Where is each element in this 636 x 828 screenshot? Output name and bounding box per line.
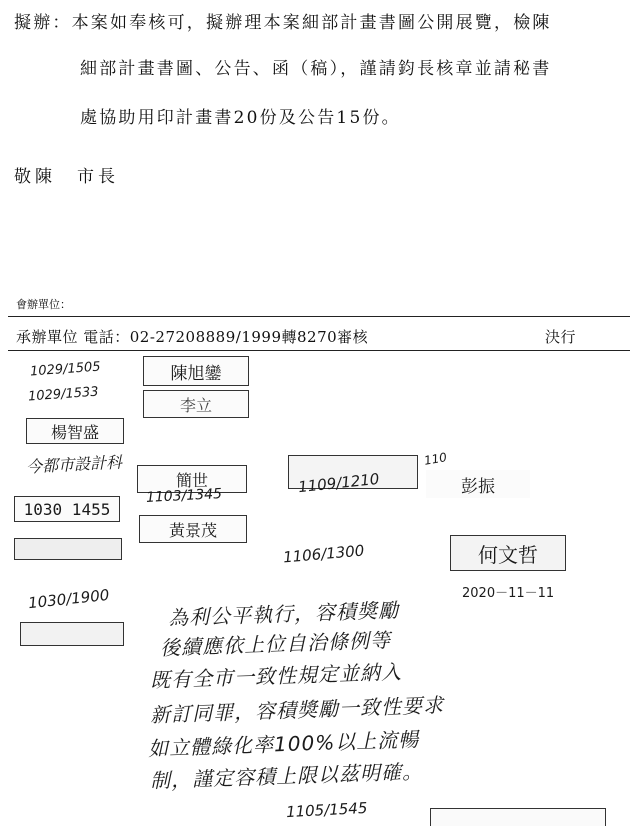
note-line-2: 後續應依上位自治條例等 [159,627,392,661]
host-unit-line: 承辦單位 電話：02-27208889/1999轉8270審核 [16,328,369,346]
handwritten-time-2: 1029/1533 [27,384,99,405]
stamp-time: 1030 1455 [23,499,111,519]
handwritten-agency: 今都市設計科 [25,452,123,477]
divider-bottom [8,350,630,351]
handwritten-time-5: 1106/1300 [282,541,366,567]
proposal-line-1: 擬辦：本案如奉核可，擬辦理本案細部計畫書圖公開展覽，檢陳 [14,13,552,33]
signature-stamp [139,515,247,543]
decision-label: 決行 [545,328,577,346]
divider-top [8,316,630,317]
signature-stamp [426,470,530,498]
cosign-label: 會辦單位： [16,298,71,311]
handwritten-time-10: 110 [422,450,448,468]
stamp-name: 楊智盛 [50,422,99,442]
time-stamp [14,496,120,522]
proposal-line-3: 處協助用印計畫書20份及公告15份。 [80,108,401,128]
proposal-line-2: 細部計畫書圖、公告、函（稿），謹請鈞長核章並請秘書 [80,59,552,79]
note-line-1: 為利公平執行，容積獎勵 [167,597,400,631]
handwritten-time-3: 1103/1345 [145,486,223,506]
stamp-name: 簡世 [175,470,208,490]
signature-stamp [143,356,249,386]
signature-stamp [14,538,122,560]
signature-stamp [20,622,124,646]
note-line-5: 如立體綠化率100%以上流暢 [147,727,420,761]
signature-stamp [26,418,124,444]
signature-stamp [143,390,249,418]
stamp-name: 李立 [179,395,212,415]
stamp-name: 何文哲 [478,542,538,567]
note-line-3: 既有全市一致性規定並納入 [149,659,403,693]
note-line-4: 新訂同罪，容積獎勵一致性要求 [149,692,445,728]
handwritten-date: 2020－11－11 [462,586,555,601]
note-line-6: 制，謹定容積上限以茲明確。 [149,759,424,793]
stamp-name: 陳旭鑾 [170,363,222,384]
stamp-name: 彭振 [461,476,495,497]
handwritten-time-8: 1105/1545 [285,798,368,822]
handwritten-time-6: 1109/1210 [297,469,381,497]
stamp-name: 黃景茂 [168,520,217,540]
handwritten-time-1: 1029/1505 [29,359,101,380]
salutation: 敬陳 市長 [14,167,119,187]
signature-stamp [450,535,566,571]
signature-stamp [430,808,606,826]
handwritten-time-7: 1030/1900 [27,585,111,613]
